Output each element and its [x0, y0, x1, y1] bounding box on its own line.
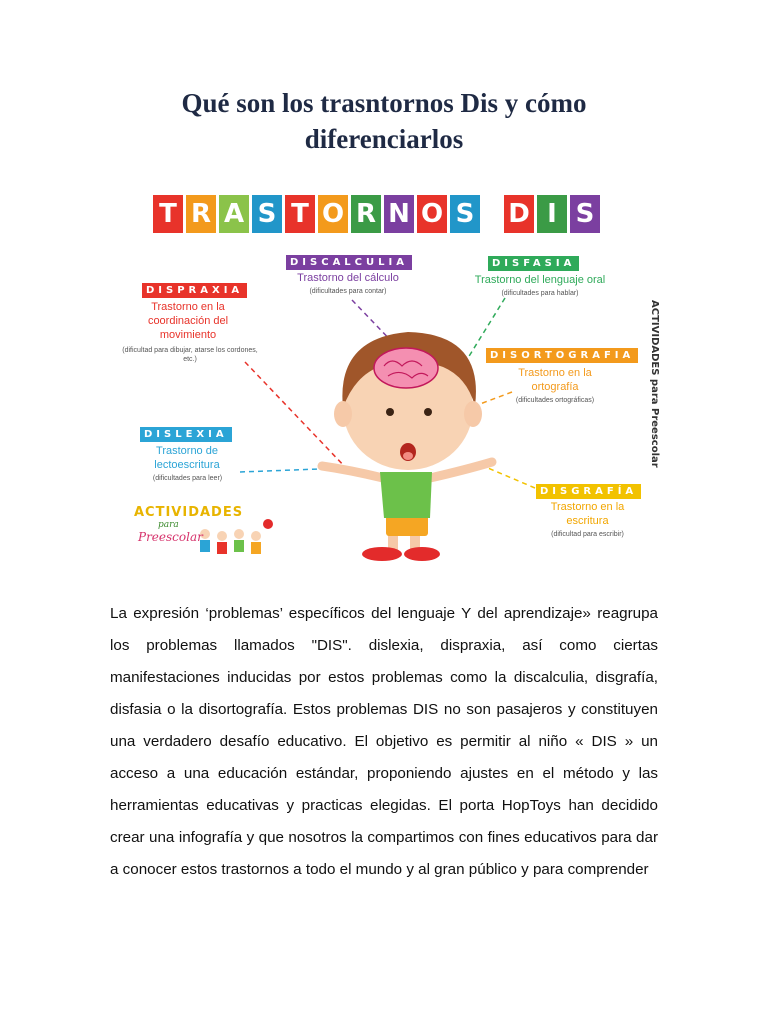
disfasia-tag: DISFASIA — [488, 256, 579, 271]
banner-letter-tile: D — [504, 195, 534, 233]
disortografia-title: Trastorno en la ortografía — [518, 367, 592, 393]
pointer-dispraxia — [245, 362, 348, 470]
disgrafia-title: Trastorno en la escritura — [550, 501, 625, 527]
banner-letter-tile: S — [570, 195, 600, 233]
logo-line-1: ACTIVIDADES — [134, 505, 244, 520]
discalculia-tag: DISCALCULIA — [286, 255, 412, 270]
discalculia-title: Trastorno del cálculo — [297, 272, 399, 284]
banner-letter-tile: T — [153, 195, 183, 233]
disgrafia-note: (dificultad para escribir) — [551, 531, 624, 538]
banner-letter-tile: O — [318, 195, 348, 233]
dispraxia-title: Trastorno en la coordinación del movimiento — [147, 301, 229, 341]
child-illustration — [322, 332, 492, 561]
disortografia-note: (dificultades ortográficas) — [515, 397, 595, 404]
disfasia-note: (dificultades para hablar) — [501, 290, 579, 297]
actividades-logo — [134, 505, 284, 565]
banner-letter-tile: T — [285, 195, 315, 233]
dislexia-note: (dificultades para leer) — [152, 475, 223, 482]
banner-letter-tile: R — [351, 195, 381, 233]
dislexia-title: Trastorno de lectoescritura — [154, 445, 220, 471]
banner-letter-tile: S — [450, 195, 480, 233]
dislexia-tag: DISLEXIA — [140, 427, 232, 442]
banner-letter-tile: A — [219, 195, 249, 233]
disortografia-tag: DISORTOGRAFIA — [486, 348, 638, 363]
disgrafia-tag: DISGRAFÍA — [536, 484, 641, 499]
dispraxia-tag: DISPRAXIA — [142, 283, 247, 298]
page-title: Qué son los trasntornos Dis y cómo diferenciarlos — [181, 88, 587, 154]
discalculia-note: (dificultades para contar) — [309, 288, 387, 295]
dispraxia-note: (dificultad para dibujar, atarse los cordones, etc.) — [122, 347, 258, 363]
pointer-disgrafia — [488, 468, 535, 488]
banner-letter-tile: I — [537, 195, 567, 233]
logo-line-3: Preescolar — [138, 530, 203, 544]
side-watermark: ACTIVIDADES para Preescolar — [649, 300, 660, 468]
banner-letter-tile: O — [417, 195, 447, 233]
banner-letter-tile: N — [384, 195, 414, 233]
banner-letter-tile: R — [186, 195, 216, 233]
banner-letter-tile: S — [252, 195, 282, 233]
logo-line-2: para — [158, 520, 179, 530]
body-paragraph: La expresión ‘problemas’ específicos del lenguaje Y del aprendizaje» reagrupa los problemas llamados "DIS". dislexia, dispraxia, así como ciertas manifestaciones inducidas por estos problemas como la discalculia, disgrafía, disfasia o la disortografía. Estos problemas DIS no son pasajeros y constituyen una verdadero desafío educativo. El objetivo es permitir al niño « DIS » un acceso a una educación estándar, proponiendo ajustes en el método y las herramientas educativas y practicas elegidas. El porta HopToys han decidido crear una infografía y que nosotros la compartimos con fines educativos para dar a conocer estos trastornos a todo el mundo y al gran público y para comprender — [110, 605, 658, 878]
disfasia-title: Trastorno del lenguaje oral — [474, 274, 606, 286]
